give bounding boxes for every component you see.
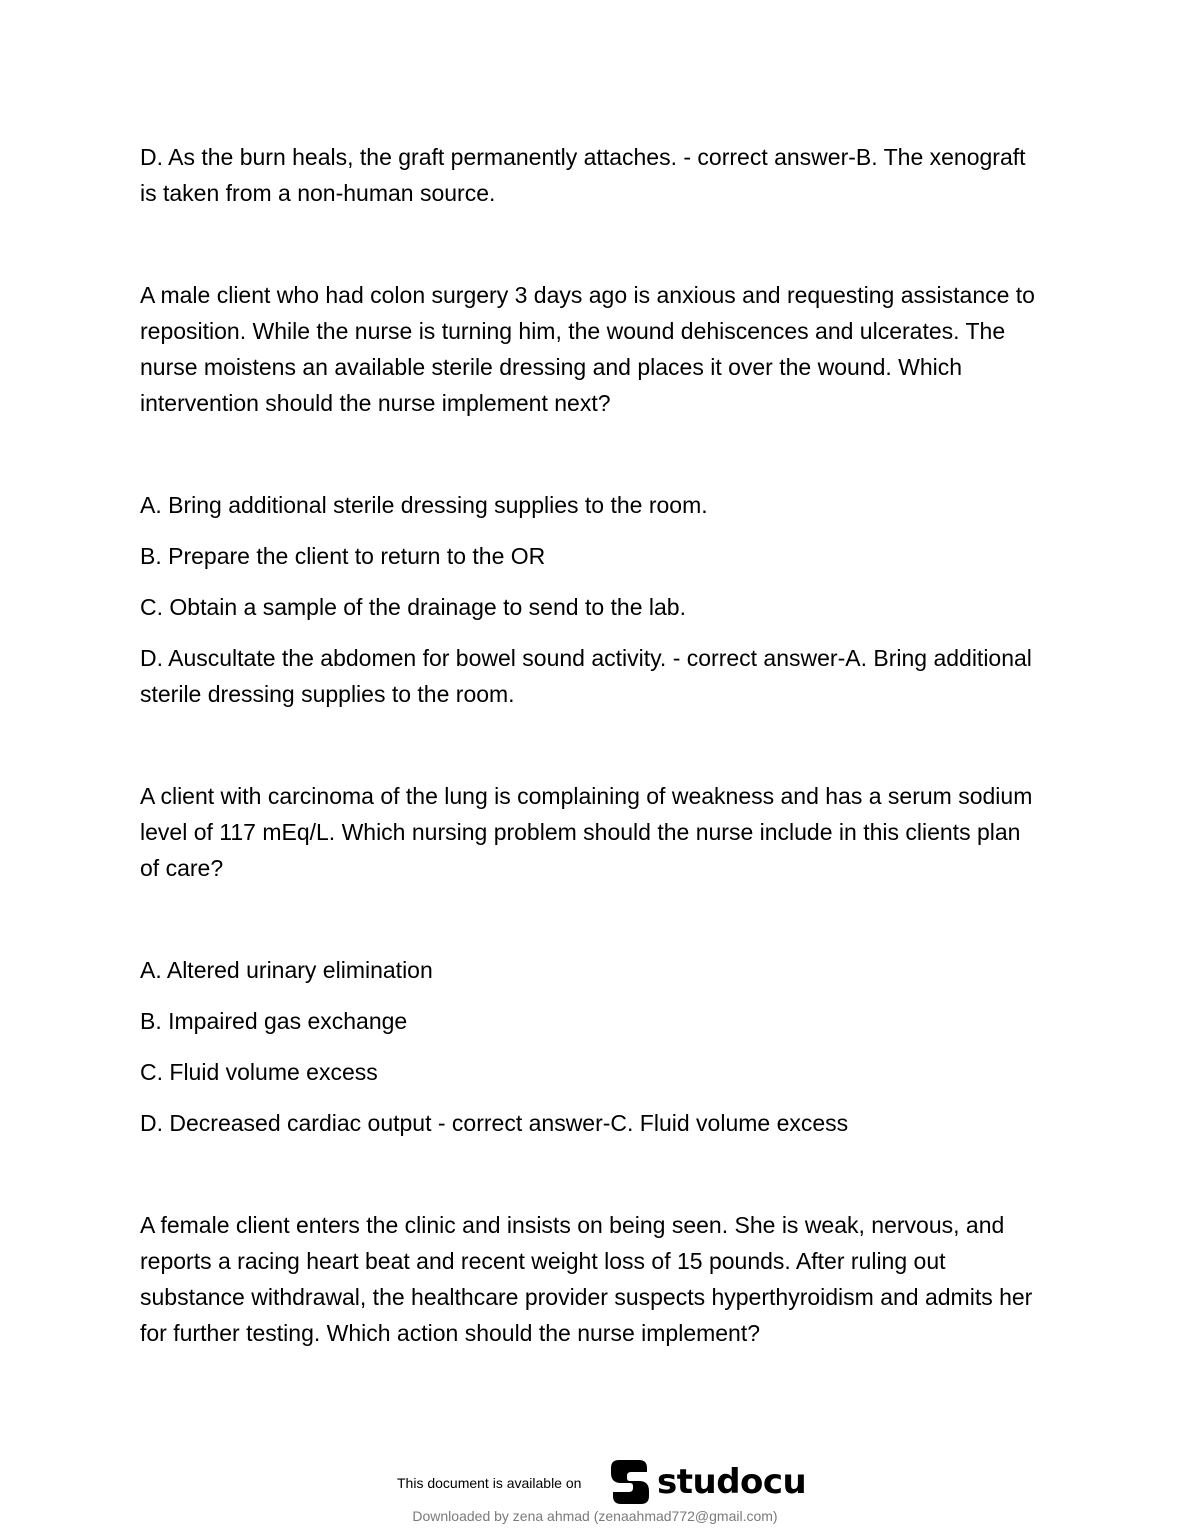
studocu-logo-link[interactable] [609,1458,806,1506]
question-paragraph: A female client enters the clinic and insists on being seen. She is weak, nervous, and reports a racing heart beat and recent weight loss of 15 pounds. After ruling out substance withdrawal, the healthcare provider suspects hyperthyroidism and admits her for further testing. Which action should the nurse implement? [140,1212,1033,1346]
question-paragraph: A male client who had colon surgery 3 days ago is anxious and requesting assistance to reposition. While the nurse is turning him, the wound dehiscences and ulcerates. The nurse moistens an available sterile dressing and places it over the wound. Which intervention should the nurse implement next? [140,282,1035,416]
page-footer [0,1458,1190,1540]
option-item: D. Auscultate the abdomen for bowel sound activity. - correct answer-A. Bring additional sterile dressing supplies to the room. [140,645,1032,707]
option-item: B. Impaired gas exchange [140,1008,408,1034]
studocu-brand-name: studocu [657,1462,807,1502]
answer-paragraph: D. As the burn heals, the graft permanently attaches. - correct answer-B. The xenograft is taken from a non-human source. [140,144,1026,206]
document-body [140,139,1045,1351]
options-list [140,487,1045,712]
question-paragraph: A client with carcinoma of the lung is complaining of weakness and has a serum sodium level of 117 mEq/L. Which nursing problem should the nurse include in this clients plan of care? [140,783,1033,881]
option-item: C. Fluid volume excess [140,1059,378,1085]
option-item: D. Decreased cardiac output - correct answer-C. Fluid volume excess [140,1110,849,1136]
option-item: C. Obtain a sample of the drainage to send to the lab. [140,594,686,620]
downloaded-by-text: Downloaded by zena ahmad (zenaahmad772@gmail.com) [412,1508,778,1524]
available-on-text: This document is available on [397,1475,582,1491]
studocu-logo-icon [609,1458,653,1506]
option-item: A. Bring additional sterile dressing supplies to the room. [140,492,708,518]
option-item: A. Altered urinary elimination [140,957,433,983]
option-item: B. Prepare the client to return to the OR [140,543,546,569]
options-list [140,952,1045,1141]
